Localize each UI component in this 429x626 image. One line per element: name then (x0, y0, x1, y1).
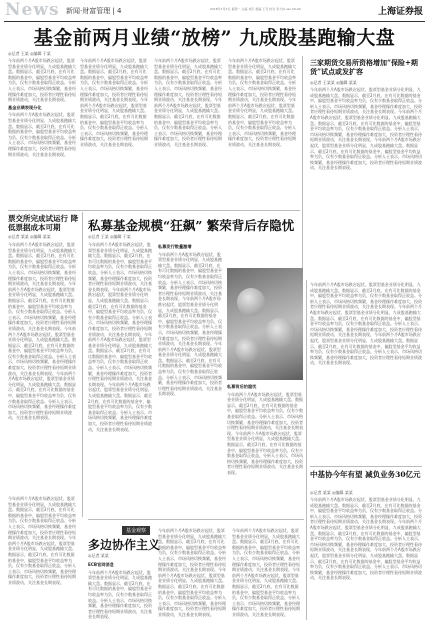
bottom-column-1: ECB官网消息 今年前两个月A股市场跌宕起伏，股票型基金业绩分化明显，九成股基跑输大盘。数据显示，截至2月底，在有可比数据的基金中，偏股型基金平均收益率为负，仅有少数基金取得正收益。分析人士表示，市场风格切换频繁，基金经理操作难度加大，投资者应理性看待短期业绩波动，关注基金长期表现。 (88, 562, 152, 620)
news-masthead: News (5, 0, 60, 20)
column-divider (306, 280, 307, 620)
coin-image (235, 338, 259, 362)
side-story-2-body: 今年前两个月A股市场跌宕起伏，股票型基金业绩分化明显，九成股基跑输大盘。数据显示，截至2月底，在有可比数据的基金中，偏股型基金平均收益率为负，仅有少数基金取得正收益。分析人士表示，市场风格切换频繁，基金经理操作难度加大，投资者应理性看待短期业绩波动，关注基金长期表现。今年前两个月A股市场跌宕起伏，股票型基金业绩分化明显，九成股基跑输大盘。数据显示，截至2月底，在有可比数据的基金中，偏股型基金平均收益率为负，仅有少数基金取得正收益。分析人士表示，市场风格切换频繁，基金经理操作难度加大，投资者应理性看待短期业绩波动，关注基金长期表现。今年前两个月A股市场跌宕起伏，股票型基金业绩分化明显，九成股基跑输大盘。数据显示，截至2月底，在有可比数据的基金中，偏股型基金平均收益率为负，仅有少数基金取得正收益。分析人士表示，市场风格切换频繁，基金经理操作难度加大，投资者应理性看待短期业绩波动，关注基金长期表现。今年前两个月A股市场跌宕起伏，股票型基金业绩分化明显，九成股基跑输大盘。数据显示，截至2月底，在有可比数据的基金中，偏股型基金平均收益率为负，仅有少数基金取得正收益。分析人士表示，市场风格切换频繁，基金经理操作难度加大，投资者应理性看待短期业绩波动，关注基金长期表现。 (8, 242, 76, 421)
side-story-1-body: 今年前两个月A股市场跌宕起伏，股票型基金业绩分化明显，九成股基跑输大盘。数据显示，截至2月底，在有可比数据的基金中，偏股型基金平均收益率为负，仅有少数基金取得正收益。分析人士表示，市场风格切换频繁，基金经理操作难度加大，投资者应理性看待短期业绩波动，关注基金长期表现。今年前两个月A股市场跌宕起伏，股票型基金业绩分化明显，九成股基跑输大盘。数据显示，截至2月底，在有可比数据的基金中，偏股型基金平均收益率为负，仅有少数基金取得正收益。分析人士表示，市场风格切换频繁，基金经理操作难度加大，投资者应理性看待短期业绩波动，关注基金长期表现。今年前两个月A股市场跌宕起伏，股票型基金业绩分化明显，九成股基跑输大盘。数据显示，截至2月底，在有可比数据的基金中，偏股型基金平均收益率为负，仅有少数基金取得正收益。分析人士表示，市场风格切换频繁，基金经理操作难度加大，投资者应理性看待短期业绩波动，关注基金长期表现。 (310, 87, 422, 171)
bottom-column-3: 今年前两个月A股市场跌宕起伏，股票型基金业绩分化明显，九成股基跑输大盘。数据显示，截至2月底，在有可比数据的基金中，偏股型基金平均收益率为负，仅有少数基金取得正收益。分析人士表示，市场风格切换频繁，基金经理操作难度加大，投资者应理性看待短期业绩波动，关注基金长期表现。今年前两个月A股市场跌宕起伏，股票型基金业绩分化明显，九成股基跑输大盘。数据显示，截至2月底，在有可比数据的基金中，偏股型基金平均收益率为负，仅有少数基金取得正收益。分析人士表示，市场风格切换频繁，基金经理操作难度加大，投资者应理性看待短期业绩波动，关注基金长期表现。 (232, 528, 300, 617)
article-column-3: 今年前两个月A股市场跌宕起伏，股票型基金业绩分化明显，九成股基跑输大盘。数据显示，截至2月底，在有可比数据的基金中，偏股型基金平均收益率为负，仅有少数基金取得正收益。分析人士表示，市场风格切换频繁，基金经理操作难度加大，投资者应理性看待短期业绩波动，关注基金长期表现。今年前两个月A股市场跌宕起伏，股票型基金业绩分化明显，九成股基跑输大盘。数据显示，截至2月底，在有可比数据的基金中，偏股型基金平均收益率为负，仅有少数基金取得正收益。分析人士表示，市场风格切换频繁，基金经理操作难度加大，投资者应理性看待短期业绩波动，关注基金长期表现。 (154, 58, 222, 147)
column-divider (302, 56, 303, 276)
column-tag: 基金观察 (122, 526, 150, 535)
article-column-4: 今年前两个月A股市场跌宕起伏，股票型基金业绩分化明显，九成股基跑输大盘。数据显示，截至2月底，在有可比数据的基金中，偏股型基金平均收益率为负，仅有少数基金取得正收益。分析人士表示，市场风格切换频繁，基金经理操作难度加大，投资者应理性看待短期业绩波动，关注基金长期表现。今年前两个月A股市场跌宕起伏，股票型基金业绩分化明显，九成股基跑输大盘。数据显示，截至2月底，在有可比数据的基金中，偏股型基金平均收益率为负，仅有少数基金取得正收益。分析人士表示，市场风格切换频繁，基金经理操作难度加大，投资者应理性看待短期业绩波动，关注基金长期表现。 (228, 58, 296, 147)
section-heading: 私募背后的隐忧 (227, 384, 257, 389)
header-rule (4, 21, 425, 22)
section-heading: 私募发行数量激增 (158, 244, 192, 249)
private-column-3: 私募背后的隐忧 今年前两个月A股市场跌宕起伏，股票型基金业绩分化明显，九成股基跑输大盘。数据显示，截至2月底，在有可比数据的基金中，偏股型基金平均收益率为负，仅有少数基金取得正收益。分析人士表示，市场风格切换频繁，基金经理操作难度加大，投资者应理性看待短期业绩波动，关注基金长期表现。今年前两个月A股市场跌宕起伏，股票型基金业绩分化明显，九成股基跑输大盘。数据显示，截至2月底，在有可比数据的基金中，偏股型基金平均收益率为负，仅有少数基金取得正收益。分析人士表示，市场风格切换频繁，基金经理操作难度加大，投资者应理性看待短期业绩波动，关注基金长期表现。 (227, 384, 303, 475)
coin-image (237, 288, 265, 316)
newspaper-brand: 上海证券报 (377, 7, 423, 17)
main-headline: 基金前两月业绩“放榜” 九成股基跑输大盘 (33, 27, 396, 49)
coins-photo (227, 268, 303, 380)
side-story-2-byline: ◎记者 某某 ◎编辑 某某 (8, 234, 51, 239)
section-divider (88, 519, 304, 520)
private-column-1: 今年前两个月A股市场跌宕起伏，股票型基金业绩分化明显，九成股基跑输大盘。数据显示，截至2月底，在有可比数据的基金中，偏股型基金平均收益率为负，仅有少数基金取得正收益。分析人士表示，市场风格切换频繁，基金经理操作难度加大，投资者应理性看待短期业绩波动，关注基金长期表现。今年前两个月A股市场跌宕起伏，股票型基金业绩分化明显，九成股基跑输大盘。数据显示，截至2月底，在有可比数据的基金中，偏股型基金平均收益率为负，仅有少数基金取得正收益。分析人士表示，市场风格切换频繁，基金经理操作难度加大，投资者应理性看待短期业绩波动，关注基金长期表现。今年前两个月A股市场跌宕起伏，股票型基金业绩分化明显，九成股基跑输大盘。数据显示，截至2月底，在有可比数据的基金中，偏股型基金平均收益率为负，仅有少数基金取得正收益。分析人士表示，市场风格切换频繁，基金经理操作难度加大，投资者应理性看待短期业绩波动，关注基金长期表现。今年前两个月A股市场跌宕起伏，股票型基金业绩分化明显，九成股基跑输大盘。数据显示，截至2月底，在有可比数据的基金中，偏股型基金平均收益率为负，仅有少数基金取得正收益。分析人士表示，市场风格切换频繁，基金经理操作难度加大，投资者应理性看待短期业绩波动，关注基金长期表现。 (88, 242, 152, 432)
side-story-2-continued: 今年前两个月A股市场跌宕起伏，股票型基金业绩分化明显，九成股基跑输大盘。数据显示，截至2月底，在有可比数据的基金中，偏股型基金平均收益率为负，仅有少数基金取得正收益。分析人士表示，市场风格切换频繁，基金经理操作难度加大，投资者应理性看待短期业绩波动，关注基金长期表现。今年前两个月A股市场跌宕起伏，股票型基金业绩分化明显，九成股基跑输大盘。数据显示，截至2月底，在有可比数据的基金中，偏股型基金平均收益率为负，仅有少数基金取得正收益。分析人士表示，市场风格切换频繁，基金经理操作难度加大，投资者应理性看待短期业绩波动，关注基金长期表现。 (8, 496, 76, 585)
coin-image (265, 318, 295, 348)
section-heading: 基金业绩表现分化 (8, 104, 42, 110)
side-story-1-continued: 今年前两个月A股市场跌宕起伏，股票型基金业绩分化明显，九成股基跑输大盘。数据显示，截至2月底，在有可比数据的基金中，偏股型基金平均收益率为负，仅有少数基金取得正收益。分析人士表示，市场风格切换频繁，基金经理操作难度加大，投资者应理性看待短期业绩波动，关注基金长期表现。今年前两个月A股市场跌宕起伏，股票型基金业绩分化明显，九成股基跑输大盘。数据显示，截至2月底，在有可比数据的基金中，偏股型基金平均收益率为负，仅有少数基金取得正收益。分析人士表示，市场风格切换频繁，基金经理操作难度加大，投资者应理性看待短期业绩波动，关注基金长期表现。今年前两个月A股市场跌宕起伏，股票型基金业绩分化明显，九成股基跑输大盘。数据显示，截至2月底，在有可比数据的基金中，偏股型基金平均收益率为负，仅有少数基金取得正收益。分析人士表示，市场风格切换频繁，基金经理操作难度加大，投资者应理性看待短期业绩波动，关注基金长期表现。 (310, 282, 422, 366)
section-divider (8, 210, 300, 211)
section-label: 新闻·财富管理 | 4 (66, 7, 122, 15)
private-column-2: 私募发行数量激增 今年前两个月A股市场跌宕起伏，股票型基金业绩分化明显，九成股基跑输大盘。数据显示，截至2月底，在有可比数据的基金中，偏股型基金平均收益率为负，仅有少数基金取得正收益。分析人士表示，市场风格切换频繁，基金经理操作难度加大，投资者应理性看待短期业绩波动，关注基金长期表现。今年前两个月A股市场跌宕起伏，股票型基金业绩分化明显，九成股基跑输大盘。数据显示，截至2月底，在有可比数据的基金中，偏股型基金平均收益率为负，仅有少数基金取得正收益。分析人士表示，市场风格切换频繁，基金经理操作难度加大，投资者应理性看待短期业绩波动，关注基金长期表现。今年前两个月A股市场跌宕起伏，股票型基金业绩分化明显，九成股基跑输大盘。数据显示，截至2月底，在有可比数据的基金中，偏股型基金平均收益率为负，仅有少数基金取得正收益。分析人士表示，市场风格切换频繁，基金经理操作难度加大，投资者应理性看待短期业绩波动，关注基金长期表现。 (158, 244, 222, 397)
private-fund-byline: ◎记者 王某 ◎编辑 于某 (88, 234, 131, 239)
article-column-1: 今年前两个月A股市场跌宕起伏，股票型基金业绩分化明显，九成股基跑输大盘。数据显示，截至2月底，在有可比数据的基金中，偏股型基金平均收益率为负，仅有少数基金取得正收益。分析人士表示，市场风格切换频繁，基金经理操作难度加大，投资者应理性看待短期业绩波动，关注基金长期表现。 基金业绩表现分化 今年前两个月A股市场跌宕起伏，股票型基金业绩分化明显，九成股基跑输大盘。数据显示，截至2月底，在有可比数据的基金中，偏股型基金平均收益率为负，仅有少数基金取得正收益。分析人士表示，市场风格切换频繁，基金经理操作难度加大，投资者应理性看待短期业绩波动，关注基金长期表现。 (8, 58, 76, 157)
page-header (0, 0, 429, 22)
section-divider (310, 466, 422, 467)
side-story-2-title: 票交所完成试运行 降低票据成本可期 (8, 214, 79, 232)
column-byline: ◎记者 某某 (88, 553, 109, 558)
side-story-1-title: 三家期货交易所资格增加“保险+期货”试点或发扩容 (310, 58, 418, 76)
side-story-3-byline: ◎记者 某某 ◎编辑 某某 (310, 490, 353, 495)
article-column-2: 今年前两个月A股市场跌宕起伏，股票型基金业绩分化明显，九成股基跑输大盘。数据显示，截至2月底，在有可比数据的基金中，偏股型基金平均收益率为负，仅有少数基金取得正收益。分析人士表示，市场风格切换频繁，基金经理操作难度加大，投资者应理性看待短期业绩波动，关注基金长期表现。今年前两个月A股市场跌宕起伏，股票型基金业绩分化明显，九成股基跑输大盘。数据显示，截至2月底，在有可比数据的基金中，偏股型基金平均收益率为负，仅有少数基金取得正收益。分析人士表示，市场风格切换频繁，基金经理操作难度加大，投资者应理性看待短期业绩波动，关注基金长期表现。 (80, 58, 148, 147)
main-byline: ◎记者 王某 ◎编辑 于某 (8, 51, 51, 56)
column-divider (82, 212, 83, 517)
bottom-column-2: 今年前两个月A股市场跌宕起伏，股票型基金业绩分化明显，九成股基跑输大盘。数据显示，截至2月底，在有可比数据的基金中，偏股型基金平均收益率为负，仅有少数基金取得正收益。分析人士表示，市场风格切换频繁，基金经理操作难度加大，投资者应理性看待短期业绩波动，关注基金长期表现。今年前两个月A股市场跌宕起伏，股票型基金业绩分化明显，九成股基跑输大盘。数据显示，截至2月底，在有可比数据的基金中，偏股型基金平均收益率为负，仅有少数基金取得正收益。分析人士表示，市场风格切换频繁，基金经理操作难度加大，投资者应理性看待短期业绩波动，关注基金长期表现。 (158, 528, 226, 617)
column-title: 多边协作主义 (88, 538, 161, 552)
section-heading: ECB官网消息 (88, 562, 114, 567)
header-meta: 2018年7月2日 星期一 主编 刘宇 美编 王月 校对 李大伟 ssn 00-00 (210, 7, 301, 11)
side-story-1-byline: ◎记者 王某某 ◎编辑 某某 (310, 80, 357, 85)
side-story-3-title: 中基协今年有望 减负业务30亿元 (310, 470, 421, 479)
side-story-3-body: 今年前两个月A股市场跌宕起伏，股票型基金业绩分化明显，九成股基跑输大盘。数据显示，截至2月底，在有可比数据的基金中，偏股型基金平均收益率为负，仅有少数基金取得正收益。分析人士表示，市场风格切换频繁，基金经理操作难度加大，投资者应理性看待短期业绩波动，关注基金长期表现。今年前两个月A股市场跌宕起伏，股票型基金业绩分化明显，九成股基跑输大盘。数据显示，截至2月底，在有可比数据的基金中，偏股型基金平均收益率为负，仅有少数基金取得正收益。分析人士表示，市场风格切换频繁，基金经理操作难度加大，投资者应理性看待短期业绩波动，关注基金长期表现。今年前两个月A股市场跌宕起伏，股票型基金业绩分化明显，九成股基跑输大盘。数据显示，截至2月底，在有可比数据的基金中，偏股型基金平均收益率为负，仅有少数基金取得正收益。分析人士表示，市场风格切换频繁，基金经理操作难度加大，投资者应理性看待短期业绩波动，关注基金长期表现。 (310, 497, 422, 581)
private-fund-headline: 私募基金规模“狂飙” 繁荣背后存隐忧 (88, 218, 295, 233)
